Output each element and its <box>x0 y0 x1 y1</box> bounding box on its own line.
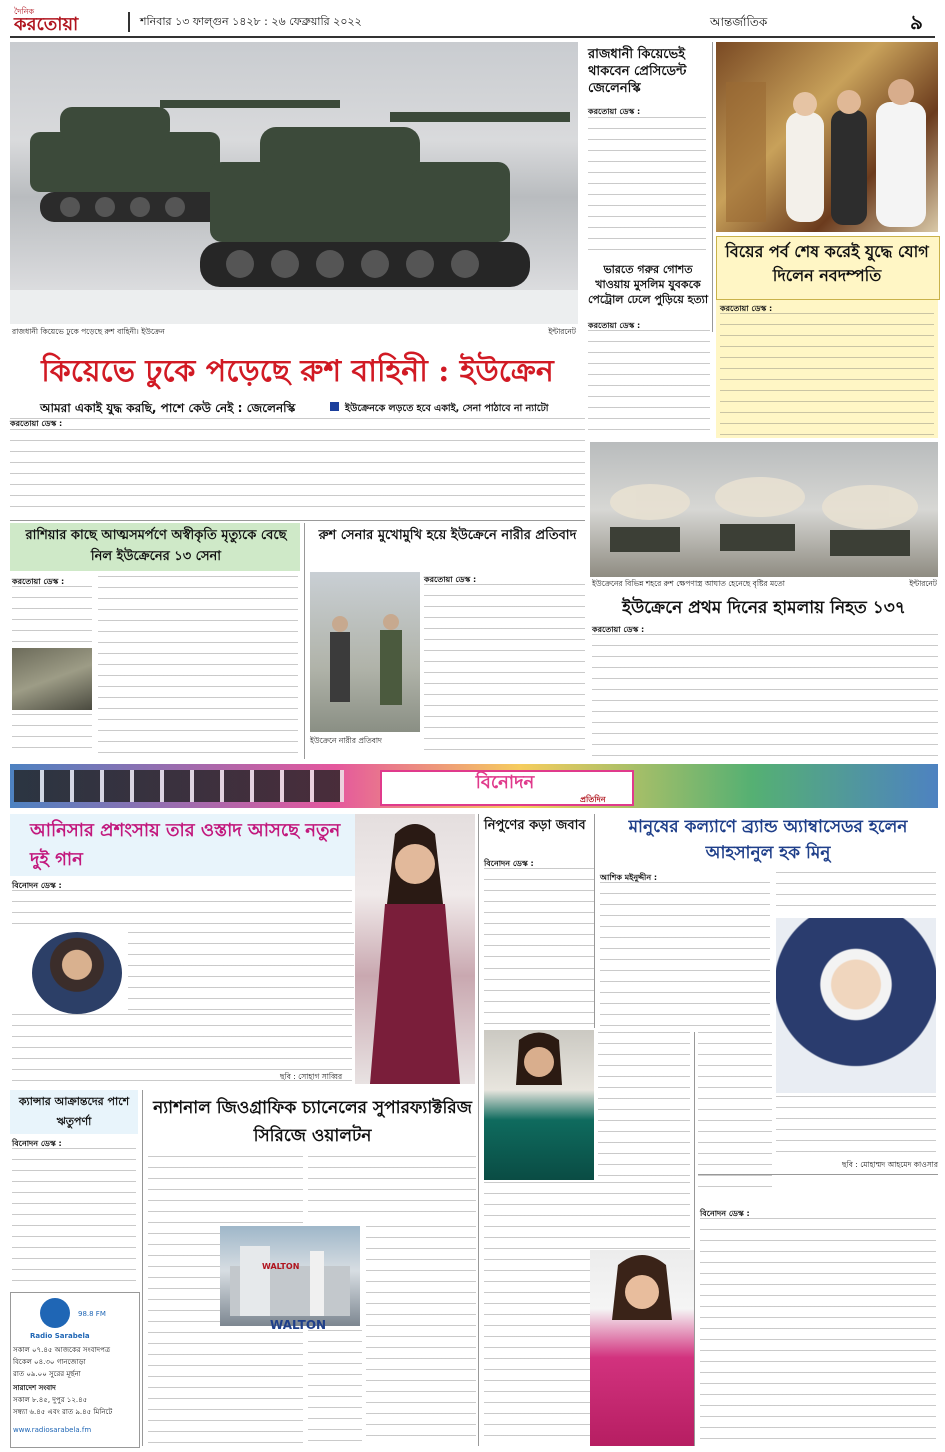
section-name: আন্তর্জাতিক <box>710 15 768 29</box>
lead-headline: কিয়েভে ঢুকে পড়েছে রুশ বাহিনী : ইউক্রেন <box>41 354 554 389</box>
radio-line-1: সকাল ০৭.৪৫ আজকের সংবাদপত্র <box>13 1346 110 1354</box>
women-photo-caption: ইউক্রেনে নারীর প্রতিবাদ <box>310 736 382 745</box>
mousumi-body <box>700 1218 936 1446</box>
first-day-body <box>592 634 938 758</box>
nipun-illustration <box>484 1030 594 1180</box>
capital-headline: রাজধানী কিয়েভেই থাকবেন প্রেসিডেন্ট জেলেনস্কি <box>588 47 687 96</box>
cancer-headline: ক্যান্সার আক্রান্তদের পাশে ঋতুপর্ণা <box>18 1095 130 1128</box>
square-bullet-icon <box>330 402 339 411</box>
lead-subhead-right: ইউক্রেনকে লড়তে হবে একাই, সেনা পাঠাবে না ন্যাটো <box>345 403 549 414</box>
walton-factory-sign: WALTON <box>262 1262 300 1271</box>
radio-line-4: সারাদেশ সংবাদ <box>13 1384 56 1392</box>
radio-line-5: সকাল ৮.৪৫, দুপুর ১২.৪৫ <box>13 1396 88 1404</box>
anisa-body-top <box>12 890 352 930</box>
radio-freq: 98.8 FM <box>78 1310 106 1318</box>
banner-subtitle: প্রতিদিন <box>580 795 606 804</box>
wedding-illustration <box>716 42 938 232</box>
mousumi-photo <box>590 1250 694 1446</box>
nipun-byline: বিনোদন ডেস্ক : <box>484 859 534 868</box>
soldiers-body-left <box>12 586 92 646</box>
anisa-byline: বিনোদন ডেস্ক : <box>12 881 62 890</box>
minu-body-left <box>600 882 770 1030</box>
tank-photo <box>10 42 578 324</box>
wedding-headline: বিয়ের পর্ব শেষ করেই যুদ্ধে যোগ দিলেন নবদম্পতি <box>725 242 929 285</box>
nipun-headline: নিপুণের কড়া জবাব <box>484 818 586 833</box>
lead-subhead-left: আমরা একাই যুদ্ধ করছি, পাশে কেউ নেই : জেলেনস্কি <box>40 401 296 415</box>
india-byline: করতোয়া ডেস্ক : <box>588 321 641 330</box>
anisa-photo-credit: ছবি : সোহাগ সাব্বির <box>280 1072 343 1081</box>
walton-body-under-photo <box>308 1330 362 1446</box>
radio-name: Radio Sarabela <box>30 1332 90 1340</box>
cancer-byline: বিনোদন ডেস্ক : <box>12 1139 62 1148</box>
women-byline: করতোয়া ডেস্ক : <box>424 575 477 584</box>
nipun-body-top <box>484 868 594 966</box>
rocket-photo <box>590 442 938 577</box>
walton-headline: ন্যাশনাল জিওগ্রাফিক চ্যানেলের সুপারফ্যাক্টরিজ সিরিজে ওয়ালটন <box>153 1098 472 1146</box>
walton-body-right-bottom <box>366 1226 476 1446</box>
minu-headline: মানুষের কল্যাণে ব্র্যান্ড অ্যাম্বাসেডর হলেন আহসানুল হক মিনু <box>628 817 908 863</box>
walton-factory-photo <box>220 1226 360 1326</box>
capital-body <box>588 117 706 257</box>
nipun-photo <box>484 1030 594 1180</box>
minu-body-left-bottom <box>698 1032 772 1192</box>
minu-photo-credit: ছবি : মোহাম্মদ আহমেদ কাওসার <box>842 1160 938 1169</box>
wedding-photo <box>716 42 938 232</box>
women-headline: রুশ সেনার মুখোমুখি হয়ে ইউক্রেনে নারীর প্রতিবাদ <box>318 528 577 543</box>
india-headline: ভারতে গরুর গোশত খাওয়ায় মুসলিম যুবককে পেট্রোল ঢেলে পুড়িয়ে হত্যা <box>587 263 709 306</box>
soldiers-byline: করতোয়া ডেস্ক : <box>12 577 65 586</box>
newspaper-logo: করতোয়া <box>14 14 79 35</box>
soldiers-body-bottom <box>12 714 92 758</box>
cancer-body <box>12 1148 136 1286</box>
india-body <box>588 330 710 438</box>
anisa-body-mid <box>128 932 354 1012</box>
mousumi-byline: বিনোদন ডেস্ক : <box>700 1209 750 1218</box>
minu-byline: আশিক মইনুদ্দীন : <box>600 873 658 882</box>
first-day-headline: ইউক্রেনে প্রথম দিনের হামলায় নিহত ১৩৭ <box>622 598 906 618</box>
minu-body-right-top <box>776 872 936 914</box>
lead-body <box>10 418 585 516</box>
issue-date: শনিবার ১৩ ফাল্গুন ১৪২৮ : ২৬ ফেব্রুয়ারি ২০২২ <box>128 12 510 32</box>
women-illustration <box>310 572 420 732</box>
anisa-headline: আনিসার প্রশংসায় তার ওস্তাদ আসছে নতুন দুই গান <box>30 820 341 870</box>
nipun-body-right <box>598 1032 690 1180</box>
women-photo <box>310 572 420 732</box>
soldiers-body-right <box>98 576 298 758</box>
tank-illustration <box>10 42 578 324</box>
rocket-photo-caption: ইউক্রেনের বিভিন্ন শহরে রুশ ক্ষেপণাস্ত্র আঘাত হেনেছে বৃষ্টির মতো <box>592 579 785 588</box>
rocket-photo-credit: ইন্টারনেট <box>909 579 937 588</box>
anisa-illustration <box>355 814 475 1084</box>
factory-illustration <box>220 1226 360 1326</box>
radio-web[interactable]: www.radiosarabela.fm <box>13 1426 92 1434</box>
soldiers-photo <box>12 648 92 710</box>
radio-line-3: রাত ০৯.০০ সুরের মূর্ছনা <box>13 1370 81 1378</box>
mousumi-illustration <box>590 1250 694 1446</box>
logo-small: দৈনিক <box>14 7 35 16</box>
first-day-byline: করতোয়া ডেস্ক : <box>592 625 645 634</box>
capital-byline: করতোয়া ডেস্ক : <box>588 107 641 116</box>
women-body <box>424 584 585 756</box>
soldiers-headline: রাশিয়ার কাছে আত্মসমর্পণে অস্বীকৃতি মৃত্যুকে বেছে নিল ইউক্রেনের ১৩ সেনা <box>25 528 287 564</box>
walton-logo: WALTON <box>270 1318 327 1332</box>
page-number: ৯ <box>910 10 923 34</box>
banner-title: বিনোদন <box>475 772 535 793</box>
walton-body-right <box>308 1156 476 1220</box>
radio-line-6: সন্ধ্যা ৬.৪৫ এবং রাত ৯.৪৫ মিনিটে <box>13 1408 113 1416</box>
anisa-photo <box>355 814 475 1084</box>
minu-photo <box>776 918 936 1093</box>
singer-inset-photo <box>30 930 124 1016</box>
wedding-byline: করতোয়া ডেস্ক : <box>720 304 773 313</box>
rocket-launch-illustration <box>590 442 938 577</box>
radio-logo-icon <box>40 1298 70 1328</box>
lead-byline: করতোয়া ডেস্ক : <box>10 419 63 428</box>
tank-photo-caption: রাজধানী কিয়েভে ঢুকে পড়েছে রুশ বাহিনী। ইউক্রেন <box>12 327 165 336</box>
masthead <box>10 6 935 38</box>
minu-body-bottom <box>776 1096 936 1156</box>
nipun-body-mid <box>484 968 594 1028</box>
wedding-body <box>720 313 934 435</box>
tank-photo-credit: ইন্টারনেট <box>548 327 576 336</box>
radio-line-2: বিকেল ০৪.৩০ গানজোড়া <box>13 1358 86 1366</box>
film-strip <box>14 770 344 802</box>
